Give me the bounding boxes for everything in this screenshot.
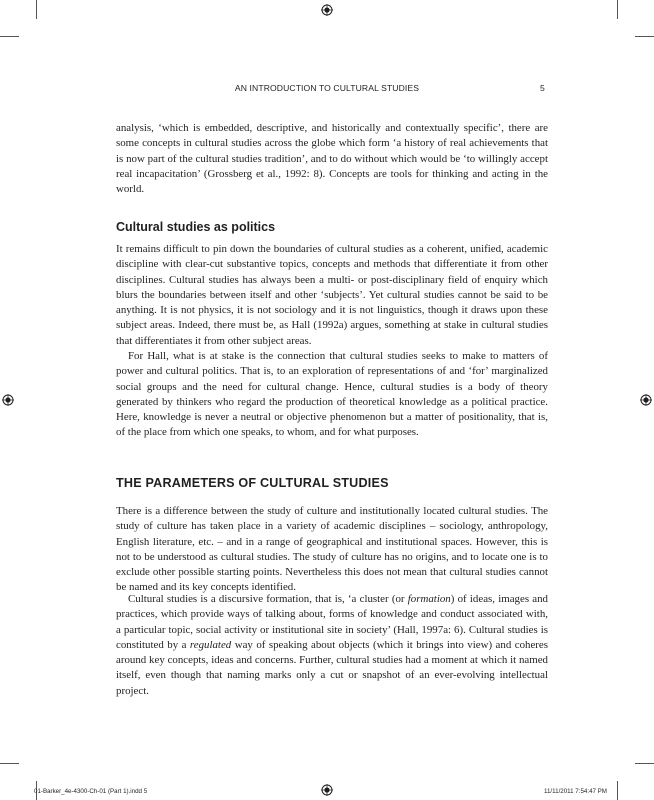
- registration-mark-icon: [2, 394, 14, 406]
- crop-mark-top-left: [36, 0, 37, 19]
- running-head-title: AN INTRODUCTION TO CULTURAL STUDIES: [234, 83, 420, 93]
- slug-file-name: 01-Barker_4e-4300-Ch-01 (Part 1).indd 5: [34, 788, 148, 795]
- registration-mark-icon: [640, 394, 652, 406]
- text-run: way of speaking about objects (which it brings into view) and coheres around key concepts, ideas and concerns. Further, cultural studies had a moment at which it named itself, even though that naming marks only a cut or snapshot of an ever-evolving intellectual project.: [116, 638, 548, 697]
- crop-mark-bottom-right: [617, 781, 618, 800]
- body-paragraph-politics-2: For Hall, what is at stake is the connection that cultural studies seeks to make to matters of power and cultural politics. That is, to an exploration of representations of and ‘for’ marginalized social groups and the need for cultural change. Hence, cultural studies is a body of theory generated by thinkers who regard the production of theoretical knowledge as a political practice. Here, knowledge is never a neutral or objective phenomenon but a matter of positionality, that is, of the place from which one speaks, to whom, and for what purposes.: [116, 350, 548, 439]
- section-heading-parameters: THE PARAMETERS OF CULTURAL STUDIES: [116, 476, 389, 490]
- section-heading-politics: Cultural studies as politics: [116, 220, 276, 234]
- crop-mark-left-bottom: [0, 763, 19, 764]
- slug-timestamp: 11/11/2011 7:54:47 PM: [544, 788, 607, 795]
- italic-term-regulated: regulated: [189, 638, 232, 651]
- body-paragraph-politics-1: It remains difficult to pin down the boundaries of cultural studies as a coherent, unified, academic discipline with clear-cut substantive topics, concepts and methods that differentiate it from other disciplines. Cultural studies has always been a multi- or post-disciplinary field of enquiry which blurs the boundaries between itself and other ‘subjects’. Yet cultural studies cannot be said to be anything. It is not physics, it is not sociology and it is not linguistics, though it draws upon these subject areas. Indeed, there must be, as Hall (1992a) argues, something at stake in cultural studies that differentiates it from other subject areas.: [116, 243, 548, 347]
- registration-mark-icon: [321, 4, 333, 16]
- registration-mark-icon: [321, 784, 333, 796]
- body-paragraph-parameters-2: [116, 592, 548, 699]
- body-paragraph-parameters-1: There is a difference between the study of culture and institutionally located cultural studies. The study of culture has taken place in a variety of academic disciplines – sociology, anthropology, English literature, etc. – and in a range of geographical and institutional spaces. However, this is not to be understood as cultural studies. The study of culture has no origins, and to locate one is to exclude other possible starting points. Nevertheless this does not mean that cultural studies cannot be named and its key concepts identified.: [116, 505, 548, 594]
- crop-mark-right-bottom: [635, 763, 654, 764]
- crop-mark-top-right: [617, 0, 618, 19]
- text-run: ) of ideas, images and practices, which provide ways of talking about, forms of knowledge and conduct associated with, a particular topic, social activity or institutional site in society’ (Hall, 1997a: 6). Cultural studies is constituted by a: [116, 593, 548, 651]
- page-number: 5: [540, 83, 545, 93]
- crop-mark-left-top: [0, 36, 19, 37]
- crop-mark-right-top: [635, 36, 654, 37]
- text-run: Cultural studies is a discursive formation, that is, ‘a cluster (or: [128, 593, 408, 605]
- body-paragraph-intro: analysis, ‘which is embedded, descriptive, and historically and contextually specific’, there are some concepts in cultural studies across the globe which form ‘a history of real achievements that is now part of the cultural studies tradition’, and to do without which would be ‘to willingly accept real incapacitation’ (Grossberg et al., 1992: 8). Concepts are tools for thinking and acting in the world.: [116, 122, 548, 195]
- italic-term-formation: formation: [407, 593, 451, 605]
